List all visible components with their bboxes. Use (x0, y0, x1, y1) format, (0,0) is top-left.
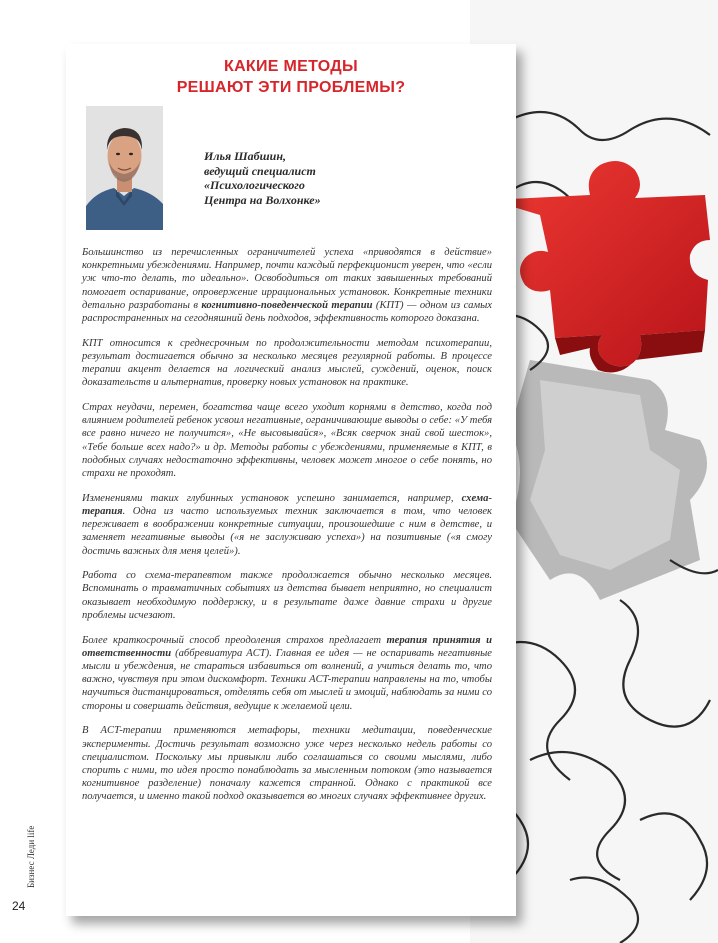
paragraph: Более краткосрочный способ преодоления страхов предлагает терапия принятия и ответственности (аббревиатура ACT). Главная ее идея — не оспаривать негативные мысли и убеждения, не стараться избавиться от волнений, а учиться делать то, что важно, чувствуя при этом дискомфорт. Техники ACT-терапии направлены на то, чтобы научиться дистанцироваться, отделять себя от мыслей и эмоций, наблюдать за ними со стороны и совершать действия, ведущие к желаемой цели. (82, 634, 492, 712)
author-role-line-3: Центра на Волхонке» (204, 192, 321, 207)
page-number: 24 (12, 899, 26, 913)
paragraph: Страх неудачи, перемен, богатства чаще всего уходит корнями в детство, когда под влиянием родителей ребенок усвоил негативные, ограничивающие выводы о себе: «У тебя все равно ничего не получится», «Не высовывайся», «Всяк сверчок знай свой шесток», «Тебе больше всех надо?» и др. Методы работы с убеждениями, применяемые в КПТ, в подобных случаях недостаточно эффективны, человек может многое о себе понять, но страхи не проходят. (82, 402, 492, 480)
paragraph: Большинство из перечисленных ограничителей успеха «приводятся в действие» конкретными убеждениями. Например, почти каждый перфекционист уверен, что «если уж что-то делать, то идеально». Освободиться от таких завышенных требований помогает оспаривание, опровержение иррациональных установок. Конкретные техники детально разработаны в когнитивно-поведенческой терапии (КПТ) — одном из самых распространенных на сегодняшний день подходов, эффективность которого доказана. (82, 247, 492, 325)
author-photo (86, 106, 163, 230)
author-role-line-1: ведущий специалист (204, 163, 316, 178)
author-caption (204, 149, 321, 207)
paragraph: В ACT-терапии применяются метафоры, техники медитации, поведенческие эксперименты. Достичь результат возможно уже через несколько недель работы со специалистом. Поскольку мы привыкли либо соглашаться со своими мыслями, либо спорить с ними, то идея просто понаблюдать за мысленным потоком (это называется когнитивное разделение) поначалу кажется странной. Однако с практикой все получается, и именно такой подход оказывается во многих случаях эффективнее других. (82, 725, 492, 803)
author-role-line-2: «Психологического (204, 178, 305, 192)
paragraph: Изменениями таких глубинных установок успешно занимается, например, схема-терапия. Одна из часто используемых техник заключается в том, что человек переживает в воображении конкретные ситуации, произошедшие с ним в детстве, и заменяет негативные выводы («я не заслуживаю успеха») на позитивные («я смогу достичь важных для меня целей»). (82, 492, 492, 557)
article-panel (66, 44, 516, 916)
author-name: Илья Шабшин, (204, 149, 286, 163)
paragraph: Работа со схема-терапевтом также продолжается обычно несколько месяцев. Вспоминать о травматичных событиях из детства бывает неприятно, но специалист оказывает необходимую поддержку, и в результате даже давние страхи и другие проблемы исчезают. (82, 570, 492, 621)
title-line-2: РЕШАЮТ ЭТИ ПРОБЛЕМЫ? (176, 79, 406, 96)
paragraph: КПТ относится к среднесрочным по продолжительности методам психотерапии, результат достигается обычно за несколько месяцев регулярной работы. В процессе терапии акцент делается на логический анализ мыслей, суждений, оценок, поиск доказательств и альтернатив, проверку новых установок на практике. (82, 337, 492, 389)
title-line-1: КАКИЕ МЕТОДЫ (224, 58, 358, 75)
magazine-name: Бизнес Леди life (26, 825, 36, 888)
article-body (82, 246, 492, 815)
article-title (66, 56, 516, 98)
